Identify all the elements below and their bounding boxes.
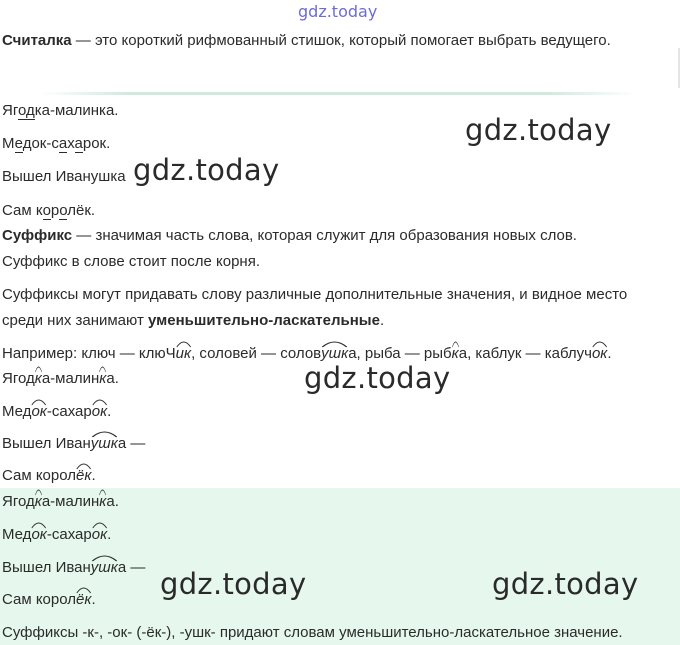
underlined-vowel: а — [58, 135, 68, 152]
text: — значимая часть слова, которая служит для образования новых слов. — [72, 227, 577, 244]
text: Суффиксы -к-, -ок- (-ёк-), -ушк- придают словам уменьшительно-ласкательное значение. — [2, 624, 623, 641]
watermark: gdz.today — [492, 567, 639, 601]
suffix-text: ок — [91, 526, 108, 543]
suffix-text: ок — [31, 403, 47, 420]
suffix-mark — [91, 435, 118, 453]
suffix-text: к — [34, 370, 42, 387]
rhyme2-line3 — [2, 435, 145, 453]
text: ка-малинка. — [34, 102, 119, 119]
suffix-text: к — [34, 493, 42, 510]
suffix-text: к — [99, 370, 107, 387]
text: . — [379, 312, 385, 329]
rhyme1-line3 — [2, 168, 126, 186]
text: а-малин — [41, 370, 100, 387]
text: . — [107, 403, 112, 420]
text: а — — [117, 559, 146, 576]
rhyme2-line1 — [2, 370, 119, 388]
text: Вышел Иван — [2, 559, 91, 576]
watermark: gdz.today — [465, 113, 612, 147]
underlined-vowel: од — [17, 102, 35, 119]
text: Яг — [2, 102, 18, 119]
rhyme2-line2 — [2, 403, 111, 421]
text: -сахар — [46, 403, 92, 420]
text: Сам к — [2, 202, 43, 219]
suffix-mark — [92, 403, 107, 421]
text: Мед — [2, 526, 32, 543]
watermark: gdz.today — [304, 361, 451, 395]
text: , соловей — солов — [191, 345, 322, 362]
watermark: gdz.today — [160, 567, 307, 601]
summary-line — [2, 624, 623, 642]
suffix-text: ушк — [90, 435, 118, 452]
text: док-с — [22, 135, 59, 152]
text: х — [67, 135, 75, 152]
rhyme3-line1 — [2, 493, 119, 511]
suffix-text: к — [451, 345, 459, 362]
suffix-text: ок — [31, 526, 47, 543]
text: . — [107, 526, 112, 543]
suffix-text: ушк — [321, 345, 349, 362]
watermark: gdz.today — [133, 153, 280, 187]
bold-term: уменьшительно-ласкательные — [147, 312, 380, 329]
rhyme3-line2 — [2, 526, 111, 544]
meaning-line2 — [2, 312, 384, 330]
suffix-term: Суффикс — [2, 227, 73, 244]
suffix-text: ёк — [76, 467, 92, 484]
suffix-mark — [99, 493, 106, 511]
suffix-mark — [99, 370, 106, 388]
text: -сахар — [46, 526, 92, 543]
suffix-text: ушк — [90, 559, 118, 576]
text: Сам корол — [2, 591, 77, 608]
text: Вышел Иванушка — [2, 168, 126, 185]
text: Ягод — [2, 370, 35, 387]
text: р — [50, 202, 60, 219]
rhyme1-line4 — [2, 202, 95, 220]
suffix-definition — [2, 227, 577, 245]
suffix-position — [2, 253, 260, 271]
suffix-mark — [452, 345, 459, 363]
suffix-mark — [76, 467, 91, 485]
text: Суффиксы могут придавать слову различные дополнительные значения, и видное место — [2, 286, 628, 303]
suffix-mark — [92, 526, 107, 544]
suffix-mark — [35, 370, 42, 388]
text: . — [91, 591, 96, 608]
text: а, каблук — каблуч — [458, 345, 592, 362]
intro-text: — это короткий рифмованный стишок, который помогает выбрать ведущего. — [71, 32, 611, 49]
text: а-малин — [41, 493, 100, 510]
text: Вышел Иван — [2, 435, 91, 452]
text: среди них занимают — [2, 312, 148, 329]
text: М — [2, 135, 15, 152]
rhyme2-line4 — [2, 467, 96, 485]
divider — [40, 92, 636, 95]
text: Мед — [2, 403, 32, 420]
rhyme1-line2 — [2, 135, 110, 153]
intro-line — [2, 32, 611, 50]
text: Например: ключ — клюЧ — [2, 345, 176, 362]
suffix-text: ёк — [76, 591, 92, 608]
suffix-mark — [31, 526, 46, 544]
suffix-mark — [176, 345, 191, 363]
suffix-text: ок — [91, 403, 108, 420]
underlined-vowel: о — [42, 202, 51, 219]
suffix-mark — [31, 403, 46, 421]
underlined-vowel: о — [59, 202, 68, 219]
text: лёк. — [67, 202, 96, 219]
rhyme3-line4 — [2, 591, 96, 609]
suffix-mark — [91, 559, 118, 577]
text: Суффикс в слове стоит после корня. — [2, 253, 261, 270]
text: а, рыба — рыб — [348, 345, 452, 362]
suffix-mark — [592, 345, 607, 363]
underlined-vowel: а — [74, 135, 83, 152]
text: . — [607, 345, 612, 362]
suffix-text: ок — [591, 345, 608, 362]
underlined-vowel: е — [14, 135, 23, 152]
text: а. — [106, 370, 119, 387]
text: рок. — [82, 135, 111, 152]
rhyme3-line3 — [2, 559, 145, 577]
suffix-mark — [76, 591, 91, 609]
meaning-line1 — [2, 286, 627, 304]
suffix-text: к — [99, 493, 107, 510]
text: а. — [106, 493, 119, 510]
text: . — [91, 467, 96, 484]
watermark-top: gdz.today — [298, 2, 378, 21]
text: а — — [117, 435, 146, 452]
rhyme1-line1 — [2, 102, 118, 120]
text: Сам корол — [2, 467, 77, 484]
suffix-text: ик — [175, 345, 192, 362]
intro-term: Считалка — [2, 32, 72, 49]
suffix-mark — [35, 493, 42, 511]
text: Ягод — [2, 493, 35, 510]
